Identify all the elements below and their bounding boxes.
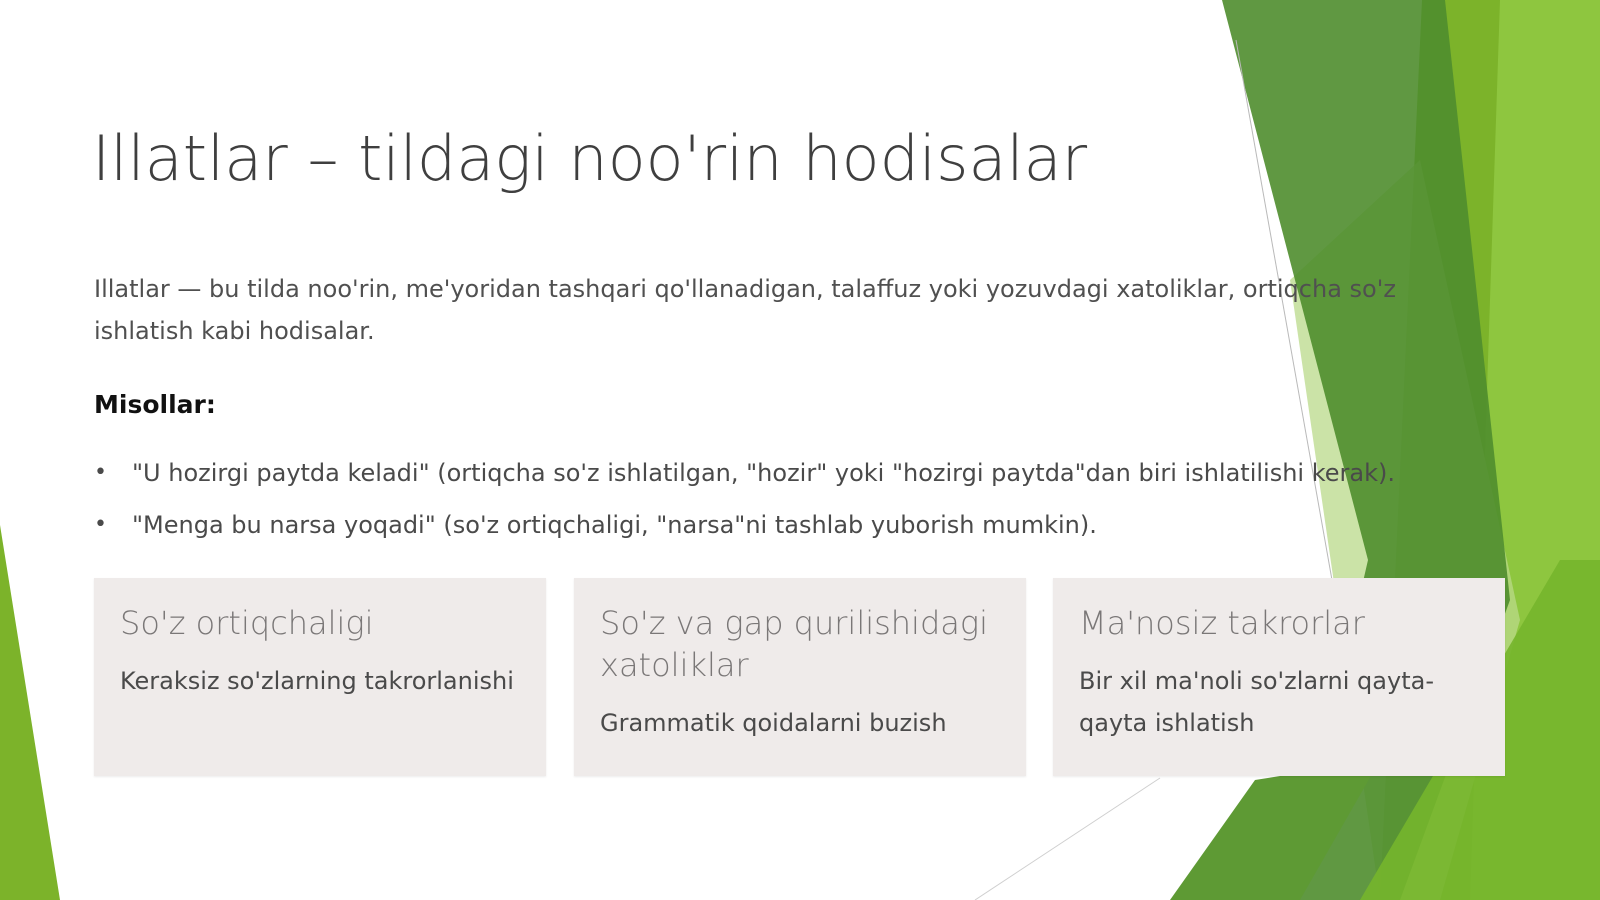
card-text: Keraksiz so'zlarning takrorlanishi xyxy=(120,667,514,695)
card-construction-errors xyxy=(574,578,1026,776)
bullet-icon: • xyxy=(94,460,107,485)
examples-heading: Misollar: xyxy=(94,390,216,419)
bullet-text: "U hozirgi paytda keladi" (ortiqcha so'z ishlatilgan, "hozir" yoki "hozirgi paytda"dan biri ishlatilishi kerak). xyxy=(132,459,1395,487)
slide-title: Illatlar – tildagi noo'rin hodisalar xyxy=(92,122,1088,195)
intro-paragraph: Illatlar — bu tilda noo'rin, me'yoridan tashqari qo'llanadigan, talaffuz yoki yozuvdagi xatoliklar, ortiqcha so'z ishlatish kabi hodisalar. xyxy=(94,275,1396,345)
card-title: So'z ortiqchaligi xyxy=(120,604,374,642)
bullet-icon: • xyxy=(94,512,107,537)
list-item xyxy=(94,510,1434,540)
card-title: Ma'nosiz takrorlar xyxy=(1079,604,1365,642)
card-text: Grammatik qoidalarni buzish xyxy=(600,709,947,737)
card-meaningless-repetitions xyxy=(1053,578,1505,776)
bullet-text: "Menga bu narsa yoqadi" (so'z ortiqchaligi, "narsa"ni tashlab yuborish mumkin). xyxy=(132,511,1097,539)
card-word-redundancy xyxy=(94,578,546,776)
card-text: Bir xil ma'noli so'zlarni qayta-qayta ishlatish xyxy=(1079,667,1434,737)
card-title: So'z va gap qurilishidagi xatoliklar xyxy=(600,604,988,684)
list-item xyxy=(94,458,1434,488)
examples-list xyxy=(94,458,1434,562)
